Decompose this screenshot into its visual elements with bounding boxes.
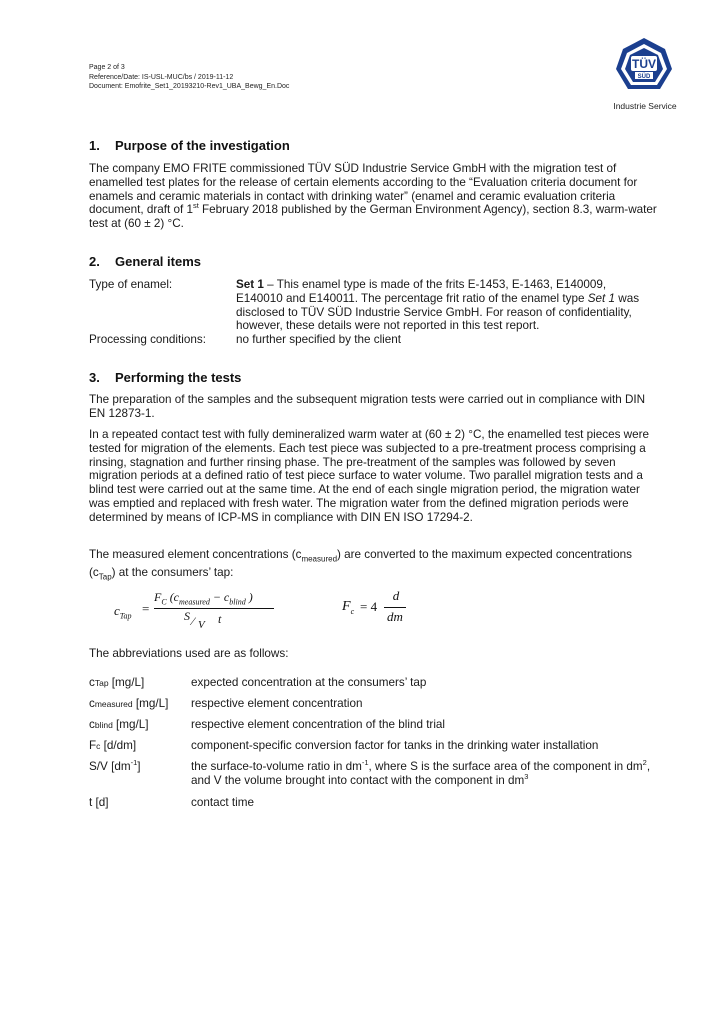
section-2-number: 2. [89,254,100,269]
enamel-type-label: Type of enamel: [89,278,173,291]
enamel-type-value: Set 1 – This enamel type is made of the frits E-1453, E-1463, E140009, E140010 and E140011. The percentage frit ratio of the enamel type Set 1 was disclosed to TÜV SÜD Industrie Service GmbH. For reason of confidentiality, however, these details were not reported in this test report. [236,278,640,333]
formula-fraction-bar [154,608,274,609]
section-3-paragraph-1: The preparation of the samples and the subsequent migration tests were carried out in compliance with DIN EN 12873-1. [89,393,646,420]
abbr-desc-cmeasured: respective element concentration [191,697,363,710]
abbr-key-ctap: cTap [mg/L] [89,676,145,689]
section-1-number: 1. [89,138,100,153]
abbr-desc-fc: component-specific conversion factor for tanks in the drinking water installation [191,739,599,752]
abbr-desc-ctap: expected concentration at the consumers’ tap [191,676,427,689]
section-2-heading [89,254,201,269]
abbr-key-cmeasured: cmeasured [mg/L] [89,697,169,710]
abbr-key-cblind: cblind [mg/L] [89,718,149,731]
tuv-sud-logo [612,36,676,96]
abbr-desc-t: contact time [191,796,255,809]
section-2-title: General items [115,254,201,269]
abbr-desc-sv: the surface-to-volume ratio in $dm^{-1}$, where S is the surface area of the component in $dm^2$, and V the volume brought into contact with the component in $dm^3$ [191,758,651,787]
document-header [89,63,289,92]
document-name: Document: Emofrite_Set1_20193210-Rev1_UBA_Bewg_En.Doc [89,83,290,90]
formula-conversion-factor: $F_c$ = 4 d dm [342,588,432,628]
logo-text-top: TÜV [632,57,656,71]
section-3-title: Performing the tests [115,370,242,385]
section-3-paragraph-2: In a repeated contact test with fully demineralized warm water at (60 ± 2) °C, the enamelled test pieces were tested for migration of the elements. Each test piece was subjected to a pre-treatment process comprising a rinsing, stagnation and further rinsing phase. The pre-treatment of the samples was followed by seven migration periods at a defined ratio of test piece surface to water volume. Two parallel migration tests and a blind test were carried out at the same time. At the end of each single migration period, the migration water was emptied and replaced with fresh water. The migration water from the defined migration periods were determined by means of ICP-MS in compliance with DIN EN ISO 17294-2. [89,428,650,524]
abbr-key-t: t [d] [89,796,109,809]
abbr-desc-cblind: respective element concentration of the blind trial [191,718,446,731]
processing-conditions-value: no further specified by the client [236,333,402,346]
section-1-heading [89,138,290,153]
abbreviations-intro: The abbreviations used are as follows: [89,647,289,660]
section-1-body: The company EMO FRITE commissioned TÜV SÜD Industrie Service GmbH with the migration test of enamelled test plates for the release of certain elements according to the “Evaluation criteria document for enamels and ceramic materials in contact with drinking water” (enamel and ceramic evaluation criteria document, draft of 1st February 2018 published by the German Environment Agency), section 8.3, warm-water test at (60 ± 2) °C. [89,162,657,231]
abbr-key-fc: Fc [d/dm] [89,739,137,752]
section-1-title: Purpose of the investigation [115,138,290,153]
formula-tap-concentration: $c_{Tap}$ = $F_C$ ($c_{measured} - c_{blind}$ ) S ⁄ V t [114,590,274,630]
logo-text-bottom: SÜD [637,74,651,80]
section-3-paragraph-3: The measured element concentrations $(c_{measured})$ are converted to the maximum expected concentrations $(c_{Tap})$ at the consumers’ tap: [89,548,632,582]
section-3-heading [89,370,241,385]
reference-date: Reference/Date: IS-USL-MUC/bs / 2019-11-12 [89,73,234,81]
page-number: Page 2 of 3 [89,64,125,71]
logo-caption: Industrie Service [613,101,677,111]
processing-conditions-label: Processing conditions: [89,333,206,346]
section-3-number: 3. [89,370,100,385]
abbr-key-sv: S/V $[dm^{-1}]$ [89,758,141,773]
